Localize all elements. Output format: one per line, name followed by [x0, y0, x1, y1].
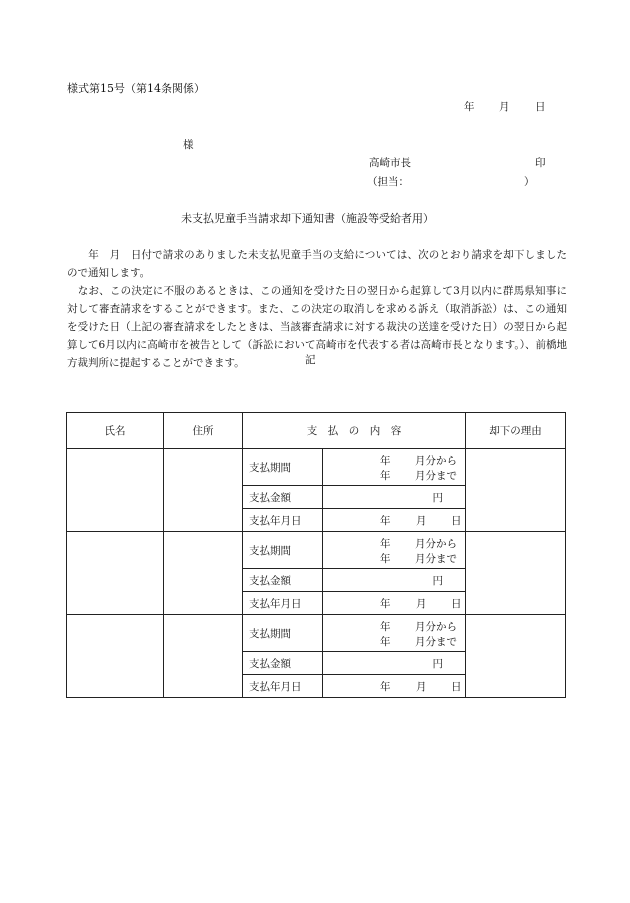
paydate-value: 年 月 日: [323, 675, 466, 698]
amount-value: 円: [323, 569, 466, 592]
document-title: 未支払児童手当請求却下通知書（施設等受給者用）: [181, 212, 434, 225]
body-text: [67, 246, 567, 372]
table-row: [67, 615, 566, 652]
header-name: 氏名: [67, 413, 164, 449]
period-value: 年 月分から 年 月分まで: [323, 449, 466, 486]
amount-value: 円: [323, 652, 466, 675]
paydate-value: 年 月 日: [323, 509, 466, 532]
amount-label: 支払金額: [243, 652, 323, 675]
name-cell: [67, 449, 164, 532]
amount-label: 支払金額: [243, 486, 323, 509]
contact-open: （担当：: [367, 176, 409, 188]
date-year: 年: [464, 101, 475, 113]
table-row: [67, 532, 566, 569]
address-cell: [164, 615, 243, 698]
addressee-suffix: 様: [183, 139, 194, 151]
header-reason: 却下の理由: [466, 413, 566, 449]
paydate-label: 支払年月日: [243, 509, 323, 532]
issuer-name: 高崎市長: [369, 157, 411, 169]
address-cell: [164, 532, 243, 615]
period-label: 支払期間: [243, 615, 323, 652]
ki-label: 記: [305, 354, 316, 366]
table-header-row: [67, 413, 566, 449]
table-row: [67, 449, 566, 486]
period-value: 年 月分から 年 月分まで: [323, 532, 466, 569]
paydate-label: 支払年月日: [243, 592, 323, 615]
paydate-value: 年 月 日: [323, 592, 466, 615]
address-cell: [164, 449, 243, 532]
header-content: 支 払 の 内 容: [243, 413, 466, 449]
issuer-seal: 印: [535, 157, 546, 169]
period-value: 年 月分から 年 月分まで: [323, 615, 466, 652]
notice-table: [66, 412, 566, 698]
name-cell: [67, 615, 164, 698]
reason-cell: [466, 532, 566, 615]
paragraph-1: 年 月 日付で請求のありました未支払児童手当の支給については、次のとおり請求を却下しましたので通知します。: [67, 249, 567, 279]
date-month: 月: [499, 101, 510, 113]
reason-cell: [466, 615, 566, 698]
header-address: 住所: [164, 413, 243, 449]
paragraph-2: なお、この決定に不服のあるときは、この通知を受けた日の翌日から起算して3月以内に群馬県知事に対して審査請求をすることができます。また、この決定の取消しを求める訴え（取消訴訟）は、この通知を受けた日（上記の審査請求をしたときは、当該審査請求に対する裁決の送達を受けた日）の翌日から起算して6月以内に高崎市を被告として（訴訟において高崎市を代表する者は高崎市長となります。）、前橋地方裁判所に提起することができます。: [67, 285, 567, 369]
amount-value: 円: [323, 486, 466, 509]
paydate-label: 支払年月日: [243, 675, 323, 698]
period-label: 支払期間: [243, 532, 323, 569]
reason-cell: [466, 449, 566, 532]
date-day: 日: [535, 101, 546, 113]
name-cell: [67, 532, 164, 615]
form-number: 様式第15号（第14条関係）: [67, 82, 205, 95]
amount-label: 支払金額: [243, 569, 323, 592]
contact-close: ）: [524, 176, 535, 188]
period-label: 支払期間: [243, 449, 323, 486]
